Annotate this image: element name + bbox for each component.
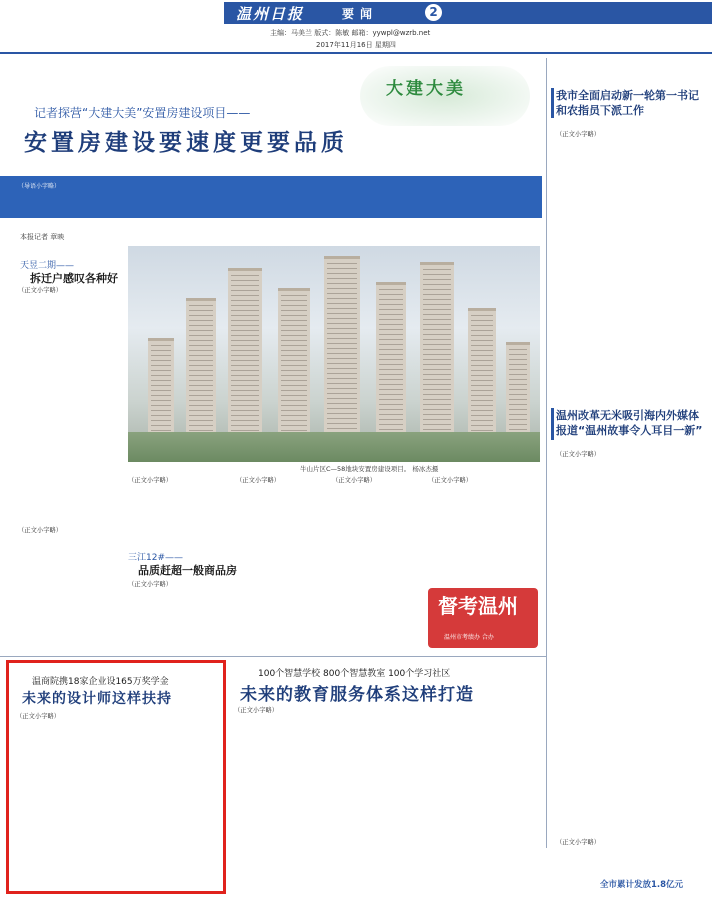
page-number: 2 [425,4,442,21]
article-text: （正文小字略） [556,451,601,458]
housing-project-photo [128,246,540,462]
highlight-kicker: 温商院携18家企业设165万奖学金 [32,677,169,687]
section-label-2: 三江12#—— [128,553,183,563]
masthead-divider [0,52,712,54]
headline-accent-bar [551,88,554,118]
photo-caption: 牛山片区C—58地块安置房建设项目。 杨冰杰摄 [300,465,439,473]
stamp-title: 督考温州 [438,594,518,618]
lead-headline: 安置房建设要速度更要品质 [24,130,348,156]
highlight-headline: 未来的设计师这样扶持 [22,691,172,707]
lottery-headline: 全市累计发放1.8亿元 [600,880,684,890]
section-divider [0,656,546,657]
lead-kicker: 记者探营“大建大美”安置房建设项目—— [34,106,251,120]
article-text: （正文小字略） [18,287,63,294]
article-text: （正文小字略） [556,131,601,138]
article-text: （正文小字略） [128,477,173,484]
column-divider [546,58,547,848]
education-headline: 未来的教育服务体系这样打造 [240,685,474,705]
article-text: （正文小字略） [18,527,63,534]
right-headline-2: 温州改革无米吸引海内外媒体报道“温州故事令人耳目一新” [556,409,703,437]
byline: 本报记者 章映 [20,233,65,241]
section-heading-1: 拆迁户感叹各种好 [30,272,118,285]
stamp-subtitle: 温州市考绩办 合办 [444,634,494,641]
article-text: （正文小字略） [428,477,473,484]
right-headline-1: 我市全面启动新一轮第一书记和农指员下派工作 [556,89,699,117]
education-kicker: 100个智慧学校 800个智慧教室 100个学习社区 [258,669,451,679]
du-kao-wenzhou-stamp [428,588,538,648]
article-text: （正文小字略） [234,707,279,714]
section-heading-2: 品质赶超一般商品房 [138,564,237,577]
headline-accent-bar [551,408,554,440]
lead-feature [0,58,542,228]
section-label-1: 天昱二期—— [20,261,75,271]
editor-credits: 主编：马美兰 版式：陈敏 邮箱：yywpl@wzrb.net [270,29,431,37]
article-text: （正文小字略） [236,477,281,484]
lead-summary: （导语小字略） [18,183,61,190]
article-text: （正文小字略） [332,477,377,484]
lead-summary-band [0,176,542,218]
section-name: 要闻 [342,7,379,21]
issue-date: 2017年11月16日 星期四 [316,41,396,49]
newspaper-logo: 温州日报 [236,5,305,23]
article-text: （正文小字略） [16,713,61,720]
column-logo: 大建大美 [386,79,466,99]
article-text: （正文小字略） [128,581,173,588]
lottery-brief: （正文小字略） [556,839,601,846]
masthead [0,0,712,56]
